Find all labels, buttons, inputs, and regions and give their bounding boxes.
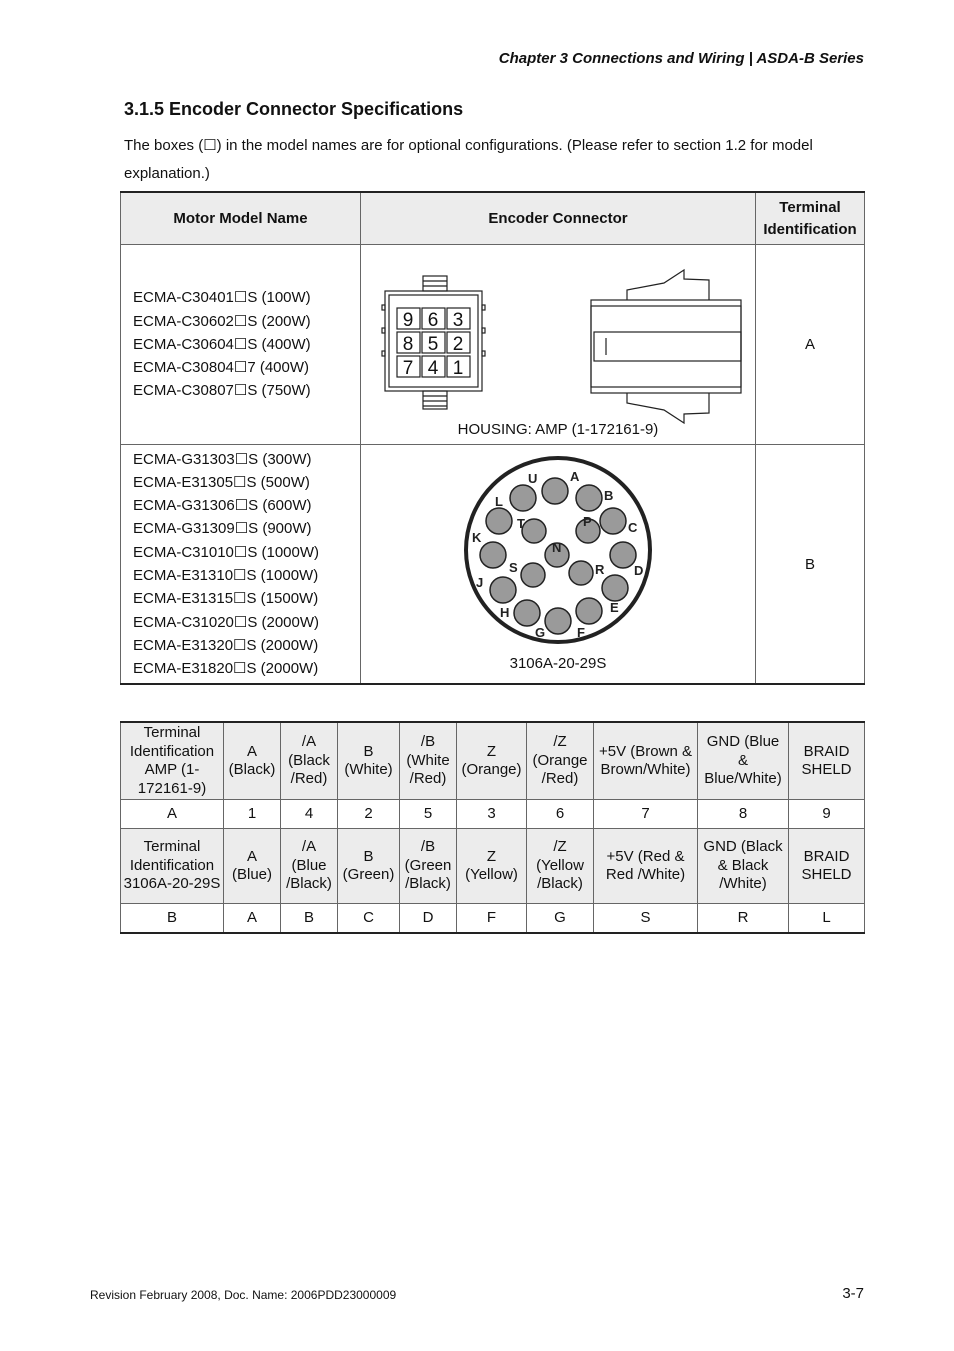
pin-label: R [595, 562, 605, 577]
pin-label: 8 [402, 334, 414, 355]
circular-connector-cell [361, 445, 756, 685]
amp-housing-drawing [361, 245, 755, 442]
pin-label: P [583, 514, 592, 529]
model-name: ECMA-C30807☐S (750W) [133, 382, 311, 400]
model-name: ECMA-G31303☐S (300W) [133, 450, 312, 468]
pin-label: F [577, 625, 585, 640]
table-cell: /Z (Orange /Red) [527, 722, 594, 800]
pin-label: 6 [427, 310, 439, 331]
terminal-id-a: A [756, 245, 865, 445]
table-cell: /B (White /Red) [400, 722, 457, 800]
table-cell: Z (Orange) [457, 722, 527, 800]
table-cell: F [457, 904, 527, 934]
pin-numbers [403, 310, 464, 379]
header-encoder-connector: Encoder Connector [361, 192, 756, 245]
pin-assignment-table [120, 721, 865, 934]
table-cell: R [698, 904, 789, 934]
table-row [121, 904, 865, 934]
table-cell: 2 [338, 800, 400, 829]
table-cell: A (Black) [224, 722, 281, 800]
table-row [121, 829, 865, 904]
table-cell: Terminal Identification AMP (1-172161-9) [121, 722, 224, 800]
page-header: Chapter 3 Connections and Wiring | ASDA-B Series [498, 50, 864, 67]
page-number: 3-7 [842, 1285, 864, 1302]
pin-label: 9 [402, 310, 414, 331]
table-cell: 1 [224, 800, 281, 829]
pin-label: E [610, 600, 619, 615]
pin-label: 7 [402, 358, 414, 379]
table-cell: B (Green) [338, 829, 400, 904]
model-name: ECMA-C30604☐S (400W) [133, 335, 311, 353]
table-cell: G [527, 904, 594, 934]
table-cell: GND (Blue & Blue/White) [698, 722, 789, 800]
pin-label: H [500, 605, 510, 620]
model-name: ECMA-C31020☐S (2000W) [133, 613, 320, 631]
table-cell: 7 [594, 800, 698, 829]
table-cell: S [594, 904, 698, 934]
model-name: ECMA-C30804☐7 (400W) [133, 359, 310, 377]
pin-label: D [634, 563, 644, 578]
circular-connector-drawing [361, 445, 755, 681]
pin-label: A [570, 469, 580, 484]
model-name: ECMA-E31820☐S (2000W) [133, 660, 319, 678]
amp-connector-cell [361, 245, 756, 445]
table-cell: D [400, 904, 457, 934]
table-cell: A (Blue) [224, 829, 281, 904]
pin-label: C [628, 520, 638, 535]
intro-paragraph: The boxes (☐) in the model names are for optional configurations. (Please refer to section 1.2 for model explanation.) [124, 137, 813, 182]
table-cell: BRAID SHELD [789, 829, 865, 904]
model-name: ECMA-E31310☐S (1000W) [133, 567, 319, 584]
model-list-b [121, 445, 361, 685]
table-cell: B [121, 904, 224, 934]
table-cell: L [789, 904, 865, 934]
pin-label: J [476, 575, 484, 590]
amp-housing-caption: HOUSING: AMP (1-172161-9) [457, 421, 659, 438]
table-cell: 9 [789, 800, 865, 829]
pin-label: N [552, 540, 562, 555]
table-cell: 8 [698, 800, 789, 829]
terminal-id-b: B [756, 445, 865, 685]
pin-label: 4 [427, 358, 439, 379]
table-cell: /Z (Yellow /Black) [527, 829, 594, 904]
table-cell: +5V (Brown & Brown/White) [594, 722, 698, 800]
table-cell: BRAID SHELD [789, 722, 865, 800]
table-cell: C [338, 904, 400, 934]
pin-label: 2 [452, 334, 464, 355]
pin-label: B [604, 488, 614, 503]
pin-label: 3 [452, 310, 464, 331]
model-name: ECMA-C31010☐S (1000W) [133, 543, 320, 561]
pin-label: K [472, 530, 482, 545]
footer-revision: Revision February 2008, Doc. Name: 2006PDD23000009 [90, 1288, 397, 1302]
table-cell: GND (Black & Black /White) [698, 829, 789, 904]
table-cell: Z (Yellow) [457, 829, 527, 904]
pin-label: U [528, 471, 538, 486]
table-cell: Terminal Identification 3106A-20-29S [121, 829, 224, 904]
table-cell: 6 [527, 800, 594, 829]
table-cell: /B (Green /Black) [400, 829, 457, 904]
header-terminal-id: Terminal Identification [756, 192, 865, 245]
pin-label: 5 [427, 334, 439, 355]
pin-label: T [517, 516, 525, 531]
table-row [121, 800, 865, 829]
model-name: ECMA-C30401☐S (100W) [133, 289, 311, 307]
table-row [121, 722, 865, 800]
table-cell: A [121, 800, 224, 829]
model-name: ECMA-G31309☐S (900W) [133, 520, 312, 538]
circular-connector-caption: 3106A-20-29S [509, 655, 607, 672]
table-cell: 4 [281, 800, 338, 829]
table-cell: B [281, 904, 338, 934]
table-cell: 3 [457, 800, 527, 829]
table-cell: /A (Blue /Black) [281, 829, 338, 904]
pin-label: S [509, 560, 518, 575]
model-name: ECMA-E31320☐S (2000W) [133, 636, 319, 654]
encoder-spec-table [120, 191, 865, 685]
model-name: ECMA-C30602☐S (200W) [133, 312, 311, 330]
header-motor-model: Motor Model Name [121, 192, 361, 245]
table-cell: 5 [400, 800, 457, 829]
table-cell: B (White) [338, 722, 400, 800]
table-cell: +5V (Red & Red /White) [594, 829, 698, 904]
pin-label: 1 [452, 358, 464, 379]
pin-label: G [535, 625, 546, 640]
model-name: ECMA-G31306☐S (600W) [133, 497, 312, 515]
table-cell: /A (Black /Red) [281, 722, 338, 800]
pin-label: L [495, 494, 503, 509]
section-title: 3.1.5 Encoder Connector Specifications [124, 99, 464, 119]
model-name: ECMA-E31305☐S (500W) [133, 473, 310, 491]
model-list-a [121, 245, 361, 445]
table-cell: A [224, 904, 281, 934]
model-name: ECMA-E31315☐S (1500W) [133, 590, 319, 608]
